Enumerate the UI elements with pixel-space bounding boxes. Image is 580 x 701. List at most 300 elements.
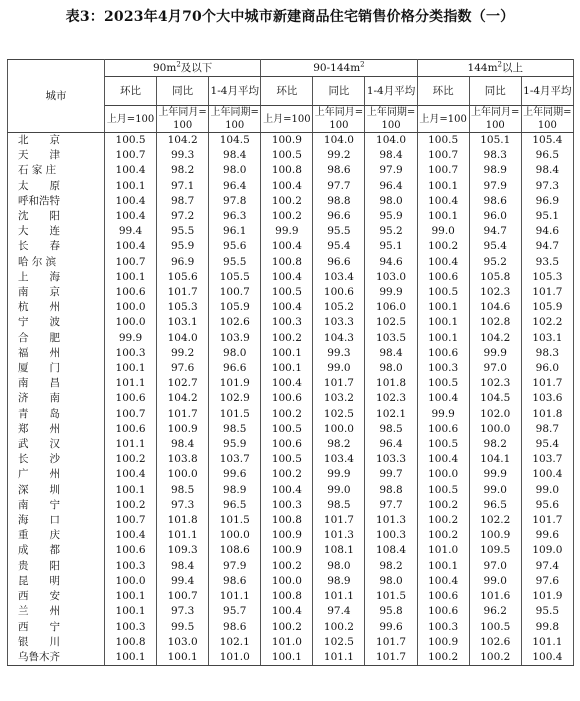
table-row [8, 528, 574, 543]
index-value: 100.5 [469, 620, 521, 635]
index-value: 100.2 [105, 452, 157, 467]
base-cell: 上年同月=100 [314, 107, 364, 131]
index-value: 99.6 [209, 467, 261, 482]
index-value: 98.5 [365, 422, 417, 437]
index-value: 95.2 [365, 224, 417, 239]
index-value: 102.8 [469, 315, 521, 330]
index-value: 100.4 [261, 270, 313, 285]
index-value: 97.7 [365, 498, 417, 513]
index-value: 96.9 [521, 194, 573, 209]
index-value: 100.0 [105, 300, 157, 315]
index-value: 95.6 [521, 498, 573, 513]
index-value: 98.0 [365, 574, 417, 589]
table-row [8, 498, 574, 513]
index-value: 100.0 [261, 574, 313, 589]
table-header [8, 60, 574, 133]
index-value: 101.7 [365, 635, 417, 650]
table-row [8, 650, 574, 666]
index-value: 97.0 [469, 559, 521, 574]
city-name: 南 宁 [8, 498, 105, 513]
city-name: 福 州 [8, 346, 105, 361]
index-value: 100.7 [157, 589, 209, 604]
index-value: 100.1 [261, 346, 313, 361]
city-name: 南 京 [8, 285, 105, 300]
index-value: 104.3 [313, 331, 365, 346]
table-row [8, 285, 574, 300]
index-value: 98.0 [365, 194, 417, 209]
index-value: 96.3 [209, 209, 261, 224]
index-value: 98.0 [209, 163, 261, 178]
index-value: 99.6 [365, 620, 417, 635]
subheader-cell: 1-4月平均 [365, 77, 417, 106]
index-value: 101.1 [157, 528, 209, 543]
index-value: 99.4 [157, 574, 209, 589]
index-value: 100.4 [261, 376, 313, 391]
table-row [8, 255, 574, 270]
index-value: 99.9 [313, 467, 365, 482]
index-value: 100.2 [261, 559, 313, 574]
index-value: 99.2 [313, 148, 365, 163]
index-value: 100.4 [417, 574, 469, 589]
index-value: 99.9 [417, 407, 469, 422]
table-row [8, 407, 574, 422]
index-value: 102.2 [521, 315, 573, 330]
index-value: 97.6 [157, 361, 209, 376]
index-value: 100.1 [105, 361, 157, 376]
index-value: 100.9 [261, 543, 313, 558]
index-value: 100.1 [417, 315, 469, 330]
index-value: 100.1 [417, 559, 469, 574]
index-value: 97.9 [365, 163, 417, 178]
index-value: 100.2 [417, 650, 469, 666]
index-value: 100.4 [261, 239, 313, 254]
index-value: 101.9 [521, 589, 573, 604]
index-value: 100.6 [417, 604, 469, 619]
index-value: 94.7 [469, 224, 521, 239]
city-name: 大 连 [8, 224, 105, 239]
index-value: 100.3 [365, 528, 417, 543]
subheader-cell: 同比 [469, 77, 521, 106]
index-value: 94.6 [365, 255, 417, 270]
table-row [8, 604, 574, 619]
index-value: 97.8 [209, 194, 261, 209]
index-value: 100.5 [417, 133, 469, 149]
index-value: 100.1 [105, 270, 157, 285]
index-value: 95.8 [365, 604, 417, 619]
table-row [8, 559, 574, 574]
city-name: 郑 州 [8, 422, 105, 437]
index-value: 105.1 [469, 133, 521, 149]
index-value: 102.6 [469, 635, 521, 650]
table-row [8, 239, 574, 254]
index-value: 101.1 [105, 437, 157, 452]
index-value: 100.2 [105, 498, 157, 513]
index-value: 96.9 [157, 255, 209, 270]
index-value: 98.5 [209, 422, 261, 437]
index-value: 100.2 [261, 194, 313, 209]
table-row [8, 209, 574, 224]
index-value: 101.0 [209, 650, 261, 666]
index-value: 101.8 [365, 376, 417, 391]
index-value: 100.3 [261, 498, 313, 513]
index-value: 101.7 [521, 376, 573, 391]
index-value: 99.9 [261, 224, 313, 239]
index-value: 95.5 [313, 224, 365, 239]
table-row [8, 391, 574, 406]
subheader-cell: 同比 [157, 77, 209, 106]
city-name: 深 圳 [8, 483, 105, 498]
index-value: 99.0 [417, 224, 469, 239]
index-value: 100.6 [105, 391, 157, 406]
index-value: 97.9 [469, 179, 521, 194]
index-value: 98.4 [365, 148, 417, 163]
price-index-table [7, 59, 574, 666]
index-value: 97.3 [521, 179, 573, 194]
index-value: 104.1 [469, 452, 521, 467]
index-value: 95.4 [469, 239, 521, 254]
index-value: 99.3 [157, 148, 209, 163]
index-value: 109.5 [469, 543, 521, 558]
city-name: 长 春 [8, 239, 105, 254]
index-value: 95.9 [209, 437, 261, 452]
index-value: 95.4 [313, 239, 365, 254]
index-value: 97.0 [469, 361, 521, 376]
index-value: 94.6 [521, 224, 573, 239]
index-value: 101.1 [313, 650, 365, 666]
city-name: 成 都 [8, 543, 105, 558]
city-name: 济 南 [8, 391, 105, 406]
index-value: 97.6 [521, 574, 573, 589]
index-value: 100.4 [105, 239, 157, 254]
index-value: 96.4 [209, 179, 261, 194]
index-value: 100.3 [417, 620, 469, 635]
index-value: 100.5 [417, 285, 469, 300]
index-value: 100.2 [417, 498, 469, 513]
city-name: 贵 阳 [8, 559, 105, 574]
index-value: 101.1 [521, 635, 573, 650]
index-value: 102.2 [469, 513, 521, 528]
index-value: 100.2 [261, 331, 313, 346]
table-row [8, 331, 574, 346]
index-value: 98.9 [469, 163, 521, 178]
index-value: 99.9 [365, 285, 417, 300]
index-value: 99.4 [105, 224, 157, 239]
index-value: 102.5 [365, 315, 417, 330]
index-value: 102.5 [313, 407, 365, 422]
index-value: 100.7 [105, 513, 157, 528]
index-value: 100.4 [105, 194, 157, 209]
index-value: 99.0 [313, 483, 365, 498]
index-value: 100.7 [105, 407, 157, 422]
index-value: 95.9 [157, 239, 209, 254]
index-value: 96.0 [521, 361, 573, 376]
city-name: 石 家 庄 [8, 163, 105, 178]
city-name: 太 原 [8, 179, 105, 194]
table-row [8, 437, 574, 452]
table-row [8, 467, 574, 482]
index-value: 100.2 [469, 650, 521, 666]
index-value: 101.1 [209, 589, 261, 604]
index-value: 101.0 [261, 635, 313, 650]
index-value: 102.1 [365, 407, 417, 422]
index-value: 105.9 [209, 300, 261, 315]
city-name: 杭 州 [8, 300, 105, 315]
index-value: 103.2 [313, 391, 365, 406]
index-value: 100.0 [417, 467, 469, 482]
index-value: 100.4 [521, 650, 573, 666]
index-value: 98.7 [157, 194, 209, 209]
index-value: 95.2 [469, 255, 521, 270]
index-value: 100.6 [261, 391, 313, 406]
index-value: 101.1 [105, 376, 157, 391]
index-value: 101.7 [365, 650, 417, 666]
index-value: 99.7 [365, 467, 417, 482]
index-value: 100.4 [417, 391, 469, 406]
table-row [8, 163, 574, 178]
index-value: 101.7 [157, 407, 209, 422]
index-value: 100.3 [105, 620, 157, 635]
index-value: 102.5 [313, 635, 365, 650]
index-value: 95.9 [365, 209, 417, 224]
index-value: 97.1 [157, 179, 209, 194]
table-row [8, 224, 574, 239]
index-value: 98.5 [157, 483, 209, 498]
city-name: 重 庆 [8, 528, 105, 543]
index-value: 104.2 [469, 331, 521, 346]
index-value: 100.4 [105, 163, 157, 178]
base-cell: 上月=100 [261, 106, 313, 133]
index-value: 101.5 [209, 407, 261, 422]
base-cell: 上年同月=100 [158, 107, 207, 131]
index-value: 100.1 [105, 179, 157, 194]
index-value: 98.4 [521, 163, 573, 178]
index-value: 98.8 [365, 483, 417, 498]
base-cell: 上月=100 [105, 106, 157, 133]
index-value: 103.6 [521, 391, 573, 406]
index-value: 100.1 [157, 650, 209, 666]
index-value: 100.6 [417, 589, 469, 604]
index-value: 100.9 [469, 528, 521, 543]
index-value: 100.7 [417, 148, 469, 163]
city-name: 天 津 [8, 148, 105, 163]
table-row [8, 315, 574, 330]
index-value: 100.4 [105, 209, 157, 224]
index-value: 98.3 [521, 346, 573, 361]
base-cell: 上年同期=100 [523, 107, 572, 131]
index-value: 100.4 [521, 467, 573, 482]
index-value: 100.6 [261, 437, 313, 452]
index-value: 99.9 [105, 331, 157, 346]
index-value: 99.9 [469, 346, 521, 361]
index-value: 100.4 [417, 255, 469, 270]
subheader-cell: 同比 [313, 77, 365, 106]
index-value: 100.1 [261, 361, 313, 376]
index-value: 95.1 [365, 239, 417, 254]
index-value: 101.1 [313, 589, 365, 604]
table-body [8, 133, 574, 666]
index-value: 100.1 [105, 483, 157, 498]
index-value: 96.2 [469, 604, 521, 619]
index-value: 100.2 [261, 467, 313, 482]
table-row [8, 513, 574, 528]
index-value: 96.5 [209, 498, 261, 513]
index-value: 105.3 [157, 300, 209, 315]
index-value: 100.0 [105, 315, 157, 330]
index-value: 98.9 [313, 574, 365, 589]
index-value: 100.5 [105, 133, 157, 149]
index-value: 100.9 [417, 635, 469, 650]
index-value: 98.0 [209, 346, 261, 361]
index-value: 101.8 [521, 407, 573, 422]
index-value: 100.2 [417, 239, 469, 254]
index-value: 98.4 [209, 148, 261, 163]
index-value: 99.0 [469, 574, 521, 589]
base-cell: 上年同月=100 [471, 107, 520, 131]
index-value: 109.3 [157, 543, 209, 558]
index-value: 103.8 [157, 452, 209, 467]
city-name: 昆 明 [8, 574, 105, 589]
city-name: 南 昌 [8, 376, 105, 391]
table-row [8, 148, 574, 163]
index-value: 100.0 [209, 528, 261, 543]
city-name: 宁 波 [8, 315, 105, 330]
index-value: 100.0 [157, 467, 209, 482]
index-value: 99.2 [157, 346, 209, 361]
index-value: 100.1 [105, 589, 157, 604]
index-value: 99.6 [521, 528, 573, 543]
index-value: 98.0 [365, 361, 417, 376]
index-value: 102.0 [469, 407, 521, 422]
index-value: 100.8 [261, 589, 313, 604]
index-value: 98.3 [469, 148, 521, 163]
index-value: 108.6 [209, 543, 261, 558]
index-value: 102.9 [209, 391, 261, 406]
index-value: 95.1 [521, 209, 573, 224]
index-value: 97.9 [209, 559, 261, 574]
index-value: 98.4 [157, 437, 209, 452]
index-value: 99.3 [313, 346, 365, 361]
index-value: 98.2 [313, 437, 365, 452]
city-name: 西 宁 [8, 620, 105, 635]
index-value: 98.8 [313, 194, 365, 209]
index-value: 100.6 [417, 270, 469, 285]
index-value: 98.4 [157, 559, 209, 574]
index-value: 100.2 [261, 209, 313, 224]
index-value: 100.5 [417, 437, 469, 452]
index-value: 97.2 [157, 209, 209, 224]
table-row [8, 543, 574, 558]
city-name: 乌鲁木齐 [8, 650, 105, 666]
index-value: 109.0 [521, 543, 573, 558]
index-value: 100.4 [417, 452, 469, 467]
index-value: 95.5 [521, 604, 573, 619]
index-value: 100.1 [417, 300, 469, 315]
index-value: 100.0 [469, 422, 521, 437]
index-value: 100.6 [105, 285, 157, 300]
city-name: 西 安 [8, 589, 105, 604]
index-value: 101.6 [469, 589, 521, 604]
index-value: 104.2 [157, 391, 209, 406]
index-value: 100.5 [417, 376, 469, 391]
index-value: 103.3 [313, 315, 365, 330]
index-value: 100.6 [105, 543, 157, 558]
index-value: 97.3 [157, 604, 209, 619]
index-value: 100.7 [417, 163, 469, 178]
index-value: 99.5 [157, 620, 209, 635]
index-value: 104.0 [313, 133, 365, 149]
index-value: 108.1 [313, 543, 365, 558]
index-value: 101.5 [209, 513, 261, 528]
city-name: 厦 门 [8, 361, 105, 376]
index-value: 96.5 [469, 498, 521, 513]
city-name: 海 口 [8, 513, 105, 528]
index-value: 101.8 [157, 513, 209, 528]
index-value: 100.5 [261, 148, 313, 163]
index-value: 100.3 [105, 559, 157, 574]
index-value: 94.7 [521, 239, 573, 254]
index-value: 103.1 [157, 315, 209, 330]
index-value: 100.3 [105, 346, 157, 361]
index-value: 98.2 [469, 437, 521, 452]
index-value: 100.1 [417, 331, 469, 346]
index-value: 100.0 [313, 422, 365, 437]
index-value: 99.8 [521, 620, 573, 635]
index-value: 108.4 [365, 543, 417, 558]
subheader-cell: 1-4月平均 [521, 77, 573, 106]
subheader-cell: 1-4月平均 [209, 77, 261, 106]
index-value: 105.5 [209, 270, 261, 285]
index-value: 95.6 [209, 239, 261, 254]
index-value: 96.5 [521, 148, 573, 163]
index-value: 98.9 [209, 483, 261, 498]
index-value: 100.4 [261, 179, 313, 194]
index-value: 97.7 [313, 179, 365, 194]
index-value: 100.2 [313, 620, 365, 635]
index-value: 100.5 [261, 422, 313, 437]
city-name: 哈 尔 滨 [8, 255, 105, 270]
index-value: 100.6 [417, 346, 469, 361]
index-value: 100.1 [105, 650, 157, 666]
index-value: 102.3 [365, 391, 417, 406]
index-value: 103.3 [365, 452, 417, 467]
group-header-small: $90m^2$及以下 [105, 60, 261, 77]
index-value: 100.5 [417, 483, 469, 498]
index-value: 98.6 [313, 163, 365, 178]
city-name: 武 汉 [8, 437, 105, 452]
table-row [8, 422, 574, 437]
table-row [8, 376, 574, 391]
table-row [8, 483, 574, 498]
city-name: 广 州 [8, 467, 105, 482]
index-value: 100.4 [105, 467, 157, 482]
index-value: 98.0 [313, 559, 365, 574]
index-value: 100.1 [261, 650, 313, 666]
index-value: 95.5 [157, 224, 209, 239]
index-value: 100.6 [313, 285, 365, 300]
index-value: 101.7 [313, 513, 365, 528]
index-value: 105.2 [313, 300, 365, 315]
city-name: 上 海 [8, 270, 105, 285]
index-value: 103.1 [521, 331, 573, 346]
index-value: 100.2 [261, 620, 313, 635]
table-row [8, 194, 574, 209]
group-header-large: $144m^2$以上 [417, 60, 573, 77]
table-row [8, 361, 574, 376]
index-value: 97.4 [521, 559, 573, 574]
index-value: 101.7 [521, 513, 573, 528]
city-name: 银 川 [8, 635, 105, 650]
index-value: 97.4 [313, 604, 365, 619]
